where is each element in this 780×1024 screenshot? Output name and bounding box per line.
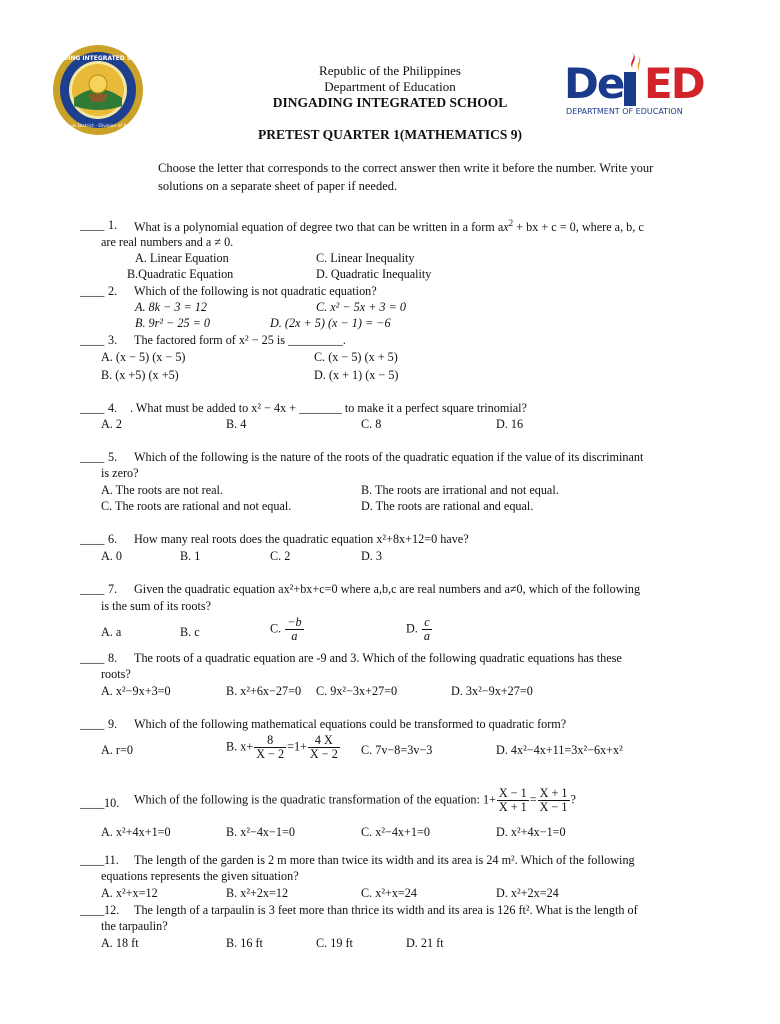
- question-number: 2.: [108, 284, 118, 298]
- choice-a: A. x²+4x+1=0: [101, 825, 171, 839]
- question-number: 10.: [104, 796, 120, 810]
- seal-top-text: DINGADING INTEGRATED SCHOOL: [41, 55, 155, 62]
- answer-blank[interactable]: ____: [80, 796, 105, 810]
- choice-b: B. 1: [180, 549, 201, 563]
- choice-d: D. 3x²−9x+27=0: [451, 684, 533, 698]
- question-text: Given the quadratic equation ax²+bx+c=0 where a,b,c are real numbers and a≠0, which of the following: [134, 582, 641, 596]
- instructions-line-2: solutions on a separate sheet of paper if needed.: [158, 179, 398, 193]
- svg-text:De: De: [564, 59, 624, 108]
- school-name: DINGADING INTEGRATED SCHOOL: [272, 95, 508, 110]
- answer-blank[interactable]: ____: [80, 582, 105, 596]
- choice-c: C. 9x²−3x+27=0: [316, 684, 398, 698]
- choice-c: C. $\frac{-b}{a}$: [270, 615, 302, 643]
- choice-a: A. a: [101, 625, 122, 639]
- answer-blank[interactable]: ____: [80, 333, 105, 347]
- question-number: 5.: [108, 450, 118, 464]
- choice-d: D. 16: [496, 417, 524, 431]
- svg-text:ED: ED: [644, 59, 704, 108]
- choice-c: C. Linear Inequality: [316, 251, 415, 265]
- question-text: What is a polynomial equation of degree two that can be written in a form $ax^2$ + bx + c = 0, where a, b, c: [134, 218, 644, 235]
- choice-a: A. 0: [101, 549, 122, 563]
- choice-b: B. x²−4x−1=0: [226, 825, 295, 839]
- question-number: 3.: [108, 333, 118, 347]
- seal-bottom-text: San Luis District - Division of Aurora: [57, 124, 139, 129]
- question-text-cont: equations represents the given situation?: [101, 869, 299, 883]
- page-title: PRETEST QUARTER 1(MATHEMATICS 9): [258, 127, 522, 142]
- choice-b: B. x+ $\frac{8}{X - 2}$ =1+ $\frac{4 X}{X - 2}$: [226, 733, 338, 761]
- answer-blank[interactable]: ____: [80, 284, 105, 298]
- department-text: Department of Education: [324, 79, 456, 94]
- question-number: 12.: [104, 903, 120, 917]
- answer-blank[interactable]: ____: [80, 853, 105, 867]
- deped-subtitle: DEPARTMENT OF EDUCATION: [566, 107, 683, 116]
- choice-d: D. The roots are rational and equal.: [361, 499, 534, 513]
- choice-d: D. Quadratic Inequality: [316, 267, 432, 281]
- choice-a: A. Linear Equation: [135, 251, 229, 265]
- choice-d: D. (x + 1) (x − 5): [314, 368, 399, 382]
- choice-d: D. 3: [361, 549, 382, 563]
- choice-a: A. 8k − 3 = 12: [135, 300, 207, 314]
- question-number: 11.: [104, 853, 119, 867]
- choice-c: C. x²+x=24: [361, 886, 417, 900]
- question-text: . What must be added to x² − 4x + _______ to make it a perfect square trinomial?: [130, 401, 527, 415]
- choice-c: C. 19 ft: [316, 936, 353, 950]
- question-text: Which of the following is the nature of the roots of the quadratic equation if the value of its discriminant: [134, 450, 644, 464]
- choice-b: B. x²+2x=12: [226, 886, 289, 900]
- choice-a: A. (x − 5) (x − 5): [101, 350, 186, 364]
- choice-c: C. x² − 5x + 3 = 0: [316, 300, 406, 314]
- choice-b: B. 4: [226, 417, 247, 431]
- choice-d: D. x²+4x−1=0: [496, 825, 566, 839]
- answer-blank[interactable]: ____: [80, 401, 105, 415]
- choice-d: D. x²+2x=24: [496, 886, 559, 900]
- answer-blank[interactable]: ____: [80, 218, 105, 232]
- choice-b: B. 16 ft: [226, 936, 263, 950]
- question-text-cont: is zero?: [101, 466, 139, 480]
- choice-d: D. $\frac{c}{a}$: [406, 615, 430, 643]
- choice-c: C. 8: [361, 417, 382, 431]
- choice-c: C. x²−4x+1=0: [361, 825, 430, 839]
- question-number: 1.: [108, 218, 118, 232]
- question-text: How many real roots does the quadratic equation x²+8x+12=0 have?: [134, 532, 469, 546]
- question-text-cont: the tarpaulin?: [101, 919, 168, 933]
- choice-a: A. x²+x=12: [101, 886, 158, 900]
- choice-c: C. 7v−8=3v−3: [361, 743, 433, 757]
- choice-a: A. 18 ft: [101, 936, 139, 950]
- question-text: The length of the garden is 2 m more than twice its width and its area is 24 m². Which of the following: [134, 853, 635, 867]
- answer-blank[interactable]: ____: [80, 903, 105, 917]
- question-number: 4.: [108, 401, 118, 415]
- choice-b: B. The roots are irrational and not equal.: [361, 483, 559, 497]
- question-number: 7.: [108, 582, 118, 596]
- choice-d: D. (2x + 5) (x − 1) = −6: [270, 316, 391, 330]
- choice-c: C. The roots are rational and not equal.: [101, 499, 292, 513]
- choice-a: A. r=0: [101, 743, 133, 757]
- question-text: Which of the following is the quadratic transformation of the equation: 1+ $\frac{X - 1}{X + 1}$ = $\frac{X + 1}{X - 1}$ ?: [134, 786, 576, 814]
- choice-d: D. 4x²−4x+11=3x²−6x+x²: [496, 743, 623, 757]
- choice-a: A. x²−9x+3=0: [101, 684, 171, 698]
- instructions-line-1: Choose the letter that corresponds to the correct answer then write it before the number. Write your: [158, 161, 654, 175]
- question-text: Which of the following mathematical equations could be transformed to quadratic form?: [134, 717, 567, 731]
- question-text: The roots of a quadratic equation are -9 and 3. Which of the following quadratic equations has these: [134, 651, 622, 665]
- choice-b: B. c: [180, 625, 200, 639]
- choice-a: A. 2: [101, 417, 122, 431]
- question-text-cont: is the sum of its roots?: [101, 599, 212, 613]
- answer-blank[interactable]: ____: [80, 651, 105, 665]
- choice-c: C. (x − 5) (x + 5): [314, 350, 398, 364]
- choice-b: B.Quadratic Equation: [127, 267, 234, 281]
- choice-b: B. (x +5) (x +5): [101, 368, 179, 382]
- republic-text: Republic of the Philippines: [319, 63, 461, 78]
- question-number: 8.: [108, 651, 118, 665]
- question-text-cont: roots?: [101, 667, 131, 681]
- question-number: 6.: [108, 532, 118, 546]
- question-text: Which of the following is not quadratic equation?: [134, 284, 377, 298]
- question-text: The length of a tarpaulin is 3 feet more than thrice its width and its area is 126 ft². What is the length of: [134, 903, 638, 917]
- answer-blank[interactable]: ____: [80, 450, 105, 464]
- question-number: 9.: [108, 717, 118, 731]
- answer-blank[interactable]: ____: [80, 717, 105, 731]
- answer-blank[interactable]: ____: [80, 532, 105, 546]
- question-text-cont: are real numbers and a ≠ 0.: [101, 235, 234, 249]
- choice-d: D. 21 ft: [406, 936, 444, 950]
- choice-c: C. 2: [270, 549, 291, 563]
- choice-a: A. The roots are not real.: [101, 483, 223, 497]
- question-text: The factored form of x² − 25 is _________.: [134, 333, 346, 347]
- choice-b: B. 9r² − 25 = 0: [135, 316, 210, 330]
- choice-b: B. x²+6x−27=0: [226, 684, 302, 698]
